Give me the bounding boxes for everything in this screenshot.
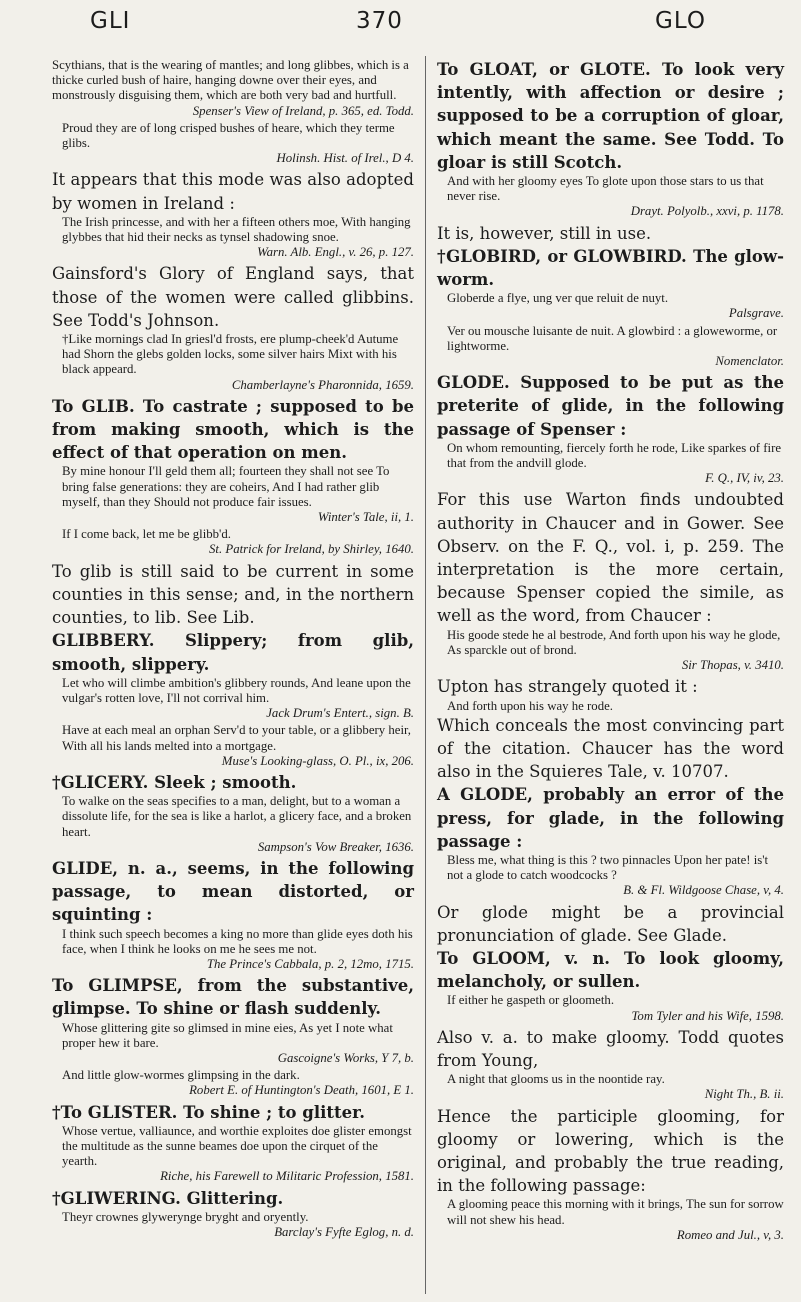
- entry-body: Gainsford's Glory of England says, that those of the women were called glibbins. See Todd's Johnson.: [52, 264, 414, 330]
- quote-text: Whose vertue, valliaunce, and worthie exploites doe glister emongst the multitude as the sunne beames doe upon the cirquet of the yearth.: [62, 1123, 412, 1169]
- entry-gliwering: †GLIWERING. Glittering.: [52, 1188, 284, 1208]
- quote-citation: Robert E. of Huntington's Death, 1601, E 1.: [189, 1083, 414, 1098]
- quote-text: Whose glittering gite so glimsed in mine eies, As yet I note what proper hew it bare.: [62, 1020, 393, 1050]
- quote-text: On whom remounting, fiercely forth he rode, Like sparkes of fire that from the andvill glode.: [447, 440, 782, 471]
- quote-citation: Sir Thopas, v. 3410.: [681, 658, 784, 673]
- quote-citation: F. Q., IV, iv, 23.: [705, 471, 784, 486]
- entry-gloom: To GLOOM, v. n. To look gloomy, melancholy, or sullen.: [437, 948, 784, 992]
- entry-body: It appears that this mode was also adopted by women in Ireland :: [52, 170, 414, 213]
- quote-text: †Like mornings clad In griesl'd frosts, ere plump-cheek'd Autume had Shorn the glebs golden locks, some silver hairs Mixt with his black appeard.: [62, 332, 399, 377]
- header-right-guideword: GLO: [655, 8, 706, 34]
- quote-citation: Palsgrave.: [728, 306, 784, 321]
- quote-citation: Drayt. Polyolb., xxvi, p. 1178.: [630, 204, 784, 219]
- quote-text: And little glow-wormes glimpsing in the dark.: [62, 1068, 300, 1083]
- quote-text: Let who will climbe ambition's glibbery rounds, And leane upon the vulgar's rotten love, I'll not corrival him.: [62, 675, 411, 705]
- quote-text: To walke on the seas specifies to a man, delight, but to a woman a dissolute life, for the sea is like a harlot, a glicery face, and a broken heart.: [62, 794, 412, 839]
- quote-citation: Holinsh. Hist. of Irel., D 4.: [276, 151, 414, 166]
- entry-body: To glib is still said to be current in some counties in this sense; and, in the northern counties, to lib. See Lib.: [52, 561, 414, 628]
- running-header: [0, 8, 801, 44]
- quote-citation: Nomenclator.: [715, 354, 784, 369]
- quote-citation: The Prince's Cabbala, p. 2, 12mo, 1715.: [206, 956, 414, 971]
- quote-text: Proud they are of long crisped bushes of heare, which they terme glibs.: [62, 120, 395, 151]
- quote-text: Have at each meal an orphan Serv'd to your table, or a glibbery heir, With all his lands melted into a mortgage.: [62, 723, 411, 753]
- entry-glicery: †GLICERY. Sleek ; smooth.: [52, 772, 297, 792]
- entry-glide: GLIDE, n. a., seems, in the following passage, to mean distorted, or squinting :: [52, 858, 414, 925]
- entry-glimpse: To GLIMPSE, from the substantive, glimpse. To shine or flash suddenly.: [52, 976, 414, 1019]
- quote-text: The Irish princesse, and with her a fifteen others moe, With hanging glybbes that hid their necks as tynsel shadowing snoe.: [62, 214, 411, 245]
- quote-text: A glooming peace this morning with it brings, The sun for sorrow will not shew his head.: [447, 1197, 784, 1227]
- quote-citation: Spenser's View of Ireland, p. 365, ed. Todd.: [192, 103, 414, 118]
- quote-text: Ver ou mousche luisante de nuit. A glowbird : a gloweworme, or lightworme.: [447, 323, 778, 353]
- entry-body: Or glode might be a provincial pronunciation of glade. See Glade.: [437, 902, 784, 945]
- entry-a-glode: A GLODE, probably an error of the press, for glade, in the following passage :: [437, 785, 784, 851]
- quote-text: Bless me, what thing is this ? two pinnacles Upon her pate! is't not a glode to catch woodcocks ?: [447, 852, 769, 883]
- quote-text: And forth upon his way he rode.: [447, 698, 613, 713]
- entry-body: Also v. a. to make gloomy. Todd quotes from Young,: [437, 1027, 784, 1070]
- quote-citation: Muse's Looking-glass, O. Pl., ix, 206.: [221, 753, 414, 768]
- quote-citation: B. & Fl. Wildgoose Chase, v, 4.: [623, 883, 784, 898]
- right-column: [437, 58, 784, 1245]
- quote-citation: Barclay's Fyfte Eglog, n. d.: [274, 1225, 414, 1239]
- quote-citation: Winter's Tale, ii, 1.: [317, 510, 414, 525]
- quote-citation: Romeo and Jul., v, 3.: [676, 1227, 784, 1242]
- column-divider: [425, 56, 426, 1294]
- quote-citation: St. Patrick for Ireland, by Shirley, 1640.: [209, 542, 414, 557]
- quote-text: If either he gaspeth or gloometh.: [447, 993, 615, 1008]
- quote-text: I think such speech becomes a king no more than glide eyes doth his face, when I think he looks on me he sees me not.: [62, 926, 413, 956]
- entry-body: It is, however, still in use.: [437, 223, 652, 243]
- quote-citation: Gascoigne's Works, Y 7, b.: [277, 1050, 414, 1065]
- entry-glister: †To GLISTER. To shine ; to glitter.: [52, 1102, 366, 1122]
- entry-body: Hence the participle glooming, for gloomy or lowering, which is the original, and probably the true reading, in the following passage:: [437, 1106, 784, 1196]
- entry-body: Upton has strangely quoted it :: [437, 677, 698, 697]
- quote-text: Globerde a flye, ung ver que reluit de nuyt.: [447, 291, 669, 306]
- quote-text: A night that glooms us in the noontide ray.: [447, 1072, 665, 1087]
- quote-text: Scythians, that is the wearing of mantles; and long glibbes, which is a thicke curled bush of haire, hanging downe over their eyes, and monstrously disguising them, which are both very bad and hurtfull.: [52, 58, 409, 103]
- quote-citation: Night Th., B. ii.: [704, 1087, 784, 1102]
- quote-text: Theyr crownes glywerynge bryght and oryently.: [62, 1209, 309, 1224]
- quote-citation: Sampson's Vow Breaker, 1636.: [257, 839, 414, 854]
- entry-globird: †GLOBIRD, or GLOWBIRD. The glow-worm.: [437, 246, 784, 290]
- quote-citation: Riche, his Farewell to Militaric Profession, 1581.: [160, 1169, 414, 1184]
- quote-text: If I come back, let me be glibb'd.: [62, 527, 231, 542]
- entry-glibbery: GLIBBERY. Slippery; from glib, smooth, slippery.: [52, 631, 414, 674]
- quote-text: By mine honour I'll geld them all; fourteen they shall not see To bring false generations: they are coheirs, And I had rather glib myself, than they Should not produce fair issues.: [62, 464, 390, 509]
- quote-text: And with her gloomy eyes To glote upon those stars to us that never rise.: [447, 174, 764, 204]
- quote-citation: Warn. Alb. Engl., v. 26, p. 127.: [257, 245, 414, 260]
- left-column: [52, 58, 414, 1242]
- quote-citation: Tom Tyler and his Wife, 1598.: [631, 1008, 784, 1023]
- entry-gloat: To GLOAT, or GLOTE. To look very intently, with affection or desire ; supposed to be a corruption of gloar, which meant the same. See Todd. To gloar is still Scotch.: [437, 60, 784, 172]
- quote-citation: Jack Drum's Entert., sign. B.: [266, 706, 414, 721]
- entry-body: For this use Warton finds undoubted authority in Chaucer and in Gower. See Observ. on the F. Q., vol. i, p. 259. The interpretation is the more certain, because Spenser copied the simile, as well as the word, from Chaucer :: [437, 490, 784, 626]
- entry-glib: To GLIB. To castrate ; supposed to be from making smooth, which is the effect of that operation on men.: [52, 396, 414, 463]
- quote-citation: Chamberlayne's Pharonnida, 1659.: [231, 377, 414, 392]
- entry-glode: GLODE. Supposed to be put as the preterite of glide, in the following passage of Spenser :: [437, 373, 784, 439]
- entry-body: Which conceals the most convincing part of the citation. Chaucer has the word also in the Squieres Tale, v. 10707.: [437, 715, 784, 782]
- page-number: 370: [356, 8, 403, 34]
- quote-text: His goode stede he al bestrode, And forth upon his way he glode, As sparckle out of brond.: [447, 627, 781, 657]
- header-left-guideword: GLI: [90, 8, 131, 34]
